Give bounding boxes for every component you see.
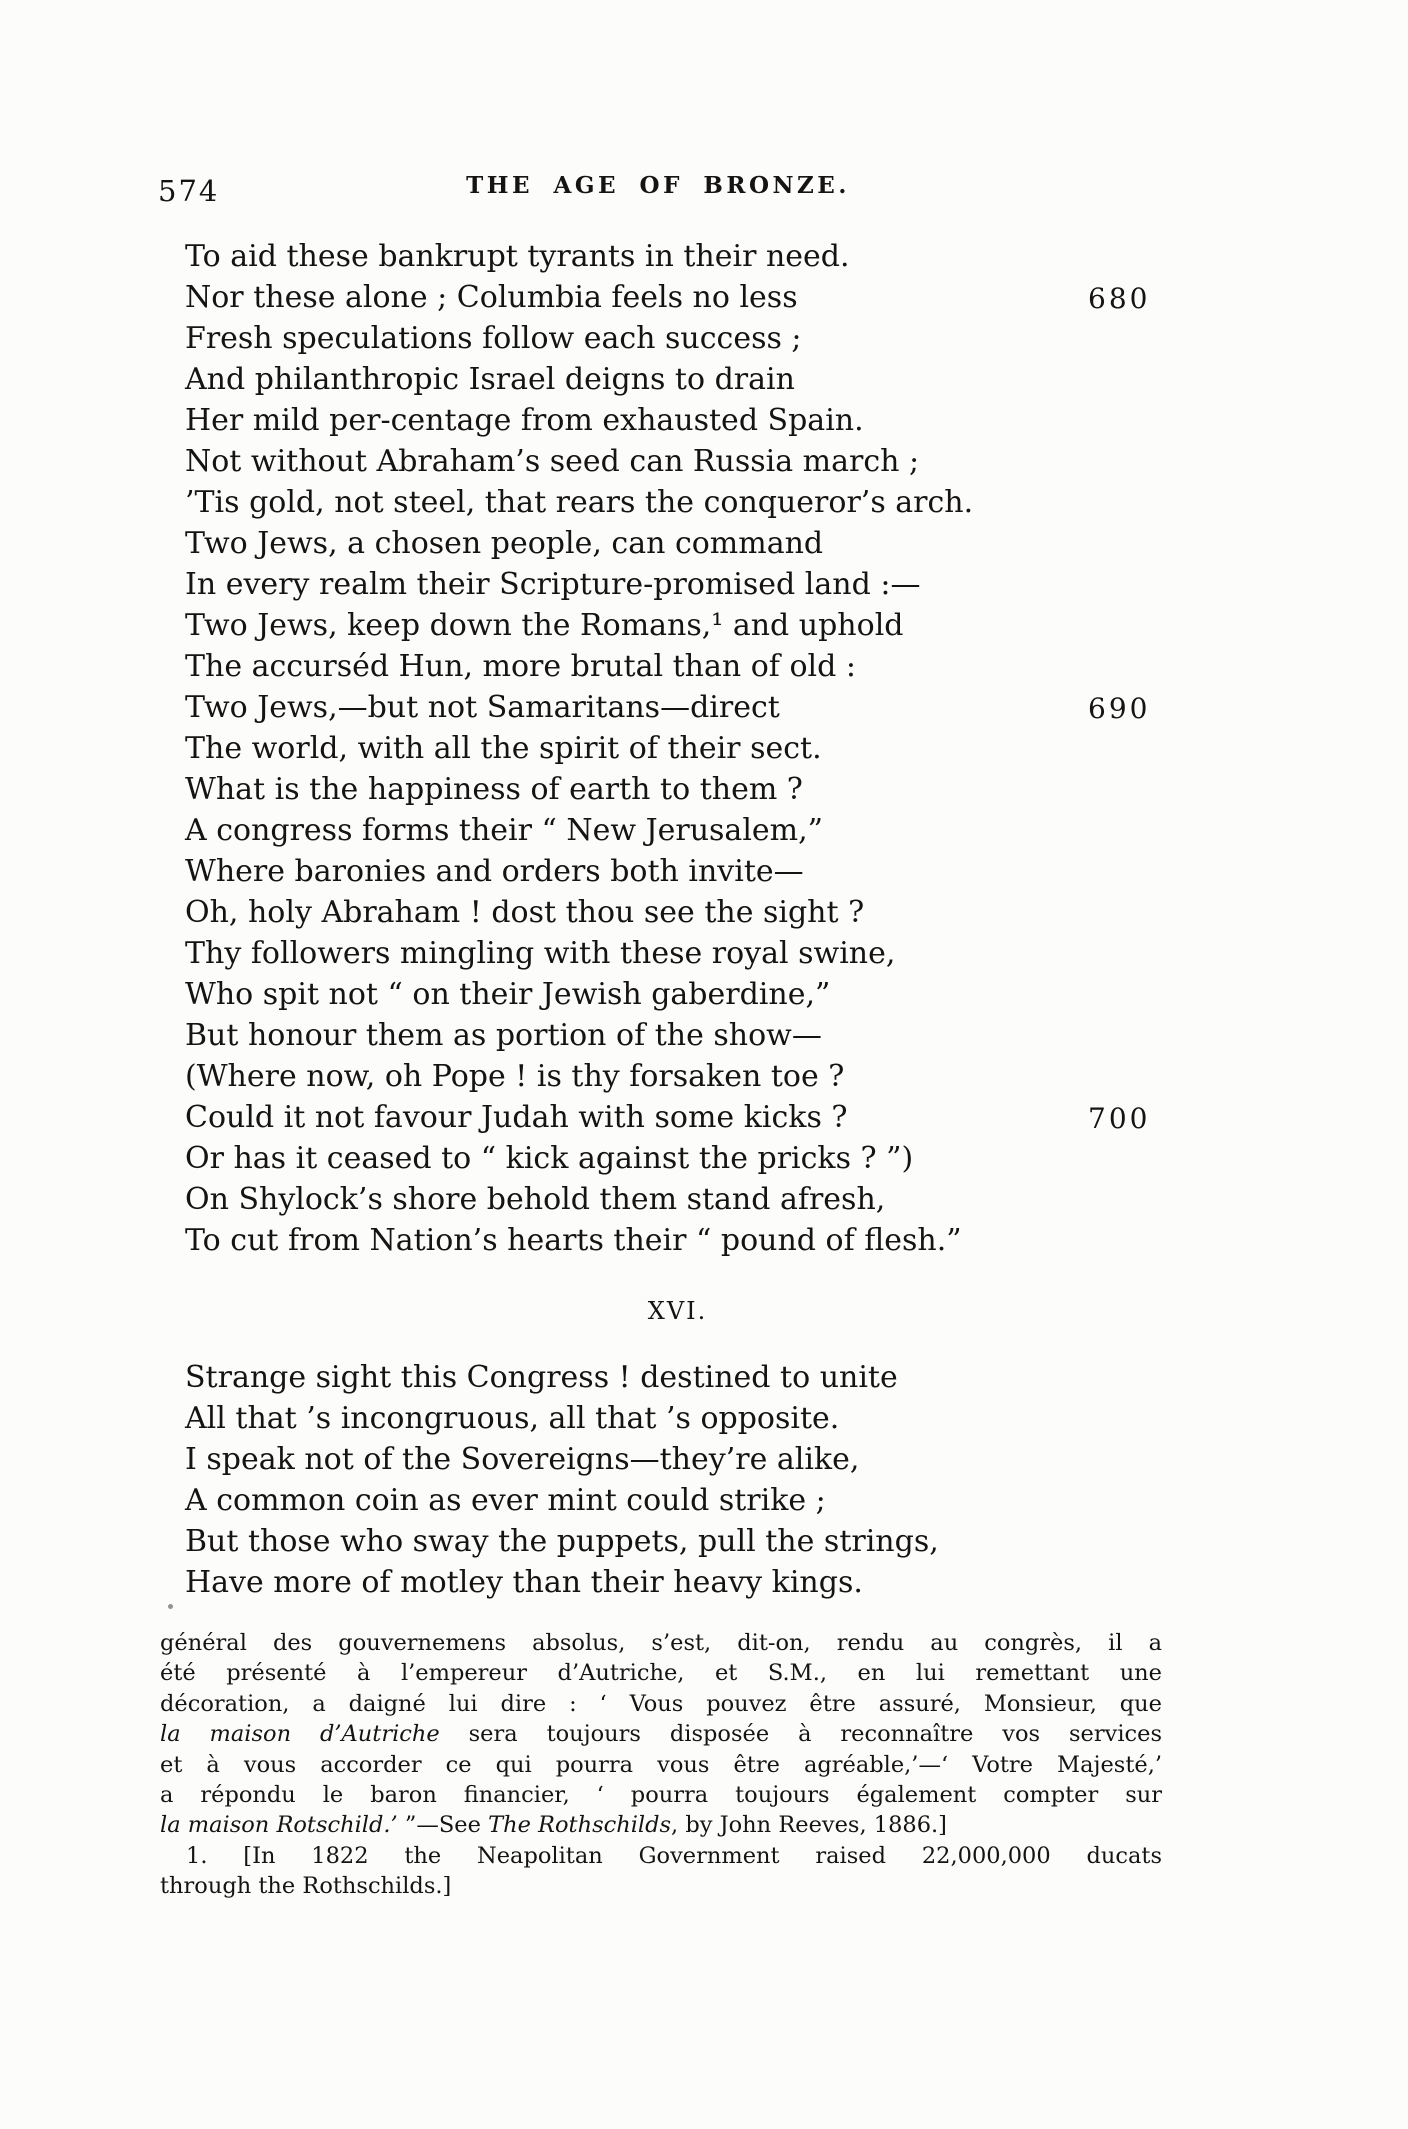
- footnote-text: 1. [In 1822 the Neapolitan Government raised 22,000,000 ducats: [186, 1842, 1162, 1869]
- stanza-xv-continued: [185, 236, 1170, 1261]
- footnote-line: [160, 1810, 1162, 1840]
- poem-line: [185, 1179, 1170, 1220]
- poem-line-text: ’Tis gold, not steel, that rears the conqueror’s arch.: [185, 485, 974, 520]
- poem-line-text: Thy followers mingling with these royal swine,: [185, 936, 896, 971]
- poem-line-text: Two Jews, keep down the Romans,¹ and uphold: [185, 608, 904, 643]
- footnote-line: [160, 1658, 1162, 1688]
- footnote-line: [160, 1689, 1162, 1719]
- poem-line-text: Two Jews,—but not Samaritans—direct: [185, 690, 780, 725]
- poem-line: [185, 892, 1170, 933]
- poem-line-text: Have more of motley than their heavy kings.: [185, 1565, 863, 1600]
- footnote-line: [160, 1780, 1162, 1810]
- poem-line: [185, 1015, 1170, 1056]
- verse-line-number: 690: [1088, 692, 1151, 725]
- footnote-italic-text: la maison d’Autriche: [160, 1721, 440, 1748]
- stanza-xvi: [185, 1357, 1170, 1603]
- poem-line-text: The world, with all the spirit of their sect.: [185, 731, 822, 766]
- poem-line: [185, 1138, 1170, 1179]
- poem-line-text: I speak not of the Sovereigns—they’re alike,: [185, 1442, 860, 1477]
- footnote-continuation: [160, 1628, 1162, 1841]
- poem-line-text: A common coin as ever mint could strike ;: [185, 1483, 826, 1518]
- poem-line: [185, 400, 1170, 441]
- poem-line-text: And philanthropic Israel deigns to drain: [185, 362, 795, 397]
- poem-line: [185, 441, 1170, 482]
- footnote-text: sera toujours disposée à reconnaître vos services: [439, 1721, 1162, 1748]
- ink-speck: [168, 1604, 173, 1609]
- poem-line: [185, 769, 1170, 810]
- poem-line: [185, 933, 1170, 974]
- footnote-line: [160, 1871, 1162, 1901]
- poem-line-text: Or has it ceased to “ kick against the pricks ? ”): [185, 1141, 914, 1176]
- poem-line: [185, 359, 1170, 400]
- poem-line: [185, 851, 1170, 892]
- footnote-text: ”—See: [404, 1812, 489, 1839]
- poem-line: [185, 1439, 1170, 1480]
- poem-line-text: Strange sight this Congress ! destined to unite: [185, 1360, 898, 1395]
- poem-line: [185, 236, 1170, 277]
- poem-line-text: Who spit not “ on their Jewish gaberdine,”: [185, 977, 831, 1012]
- poem-line: [185, 523, 1170, 564]
- poem-line-text: A congress forms their “ New Jerusalem,”: [185, 813, 823, 848]
- footnote-1: [160, 1841, 1162, 1902]
- footnote-line: [160, 1719, 1162, 1749]
- verse-line-number: 700: [1088, 1102, 1151, 1135]
- poem-line: [185, 1097, 1170, 1138]
- footnote-text: général des gouvernemens absolus, s’est, dit-on, rendu au congrès, il a: [160, 1630, 1162, 1656]
- footnote-line: [160, 1628, 1162, 1658]
- poem-line-text: The accurséd Hun, more brutal than of old :: [185, 649, 856, 684]
- poem-line-text: Where baronies and orders both invite—: [185, 854, 804, 889]
- poem-line: [185, 277, 1170, 318]
- poem-line: [185, 1056, 1170, 1097]
- footnote-text: through the Rothschilds.]: [160, 1873, 452, 1900]
- poem-line-text: Fresh speculations follow each success ;: [185, 321, 802, 356]
- poem-line: [185, 810, 1170, 851]
- poem-line-text: In every realm their Scripture-promised land :—: [185, 567, 921, 602]
- footnote-block: [160, 1628, 1162, 1902]
- poem-line: [185, 1521, 1170, 1562]
- poem-line-text: To cut from Nation’s hearts their “ pound of flesh.”: [185, 1223, 962, 1258]
- footnote-italic-text: The Rothschilds: [488, 1812, 672, 1839]
- poem-line-text: On Shylock’s shore behold them stand afresh,: [185, 1182, 886, 1217]
- poem-line-text: Could it not favour Judah with some kicks ?: [185, 1100, 848, 1135]
- poem-line-text: Nor these alone ; Columbia feels no less: [185, 280, 798, 315]
- running-title: THE AGE OF BRONZE.: [466, 172, 850, 199]
- poem-line-text: Oh, holy Abraham ! dost thou see the sight ?: [185, 895, 865, 930]
- footnote-line: [160, 1750, 1162, 1780]
- poem-line: [185, 482, 1170, 523]
- poem-line: [185, 318, 1170, 359]
- poem-line: [185, 1357, 1170, 1398]
- footnote-line: [160, 1841, 1162, 1871]
- poem-line-text: All that ’s incongruous, all that ’s opposite.: [185, 1401, 840, 1436]
- footnote-text: décoration, a daigné lui dire : ‘ Vous pouvez être assuré, Monsieur, que: [160, 1690, 1162, 1717]
- poem-line: [185, 646, 1170, 687]
- poem-line-text: Two Jews, a chosen people, can command: [185, 526, 824, 561]
- section-heading: XVI.: [647, 1297, 708, 1325]
- poem-line: [185, 564, 1170, 605]
- footnote-italic-text: la maison Rotschild.’: [160, 1812, 405, 1839]
- poem-line-text: What is the happiness of earth to them ?: [185, 772, 803, 807]
- footnote-text: a répondu le baron financier, ‘ pourra toujours également compter sur: [160, 1781, 1162, 1808]
- footnote-text: et à vous accorder ce qui pourra vous être agréable,’—‘ Votre Majesté,’: [160, 1751, 1162, 1778]
- poem-line: [185, 605, 1170, 646]
- poem-line-text: Her mild per-centage from exhausted Spain.: [185, 403, 864, 438]
- poem-line: [185, 1398, 1170, 1439]
- page-header: [158, 172, 1158, 208]
- poem-line-text: (Where now, oh Pope ! is thy forsaken toe ?: [185, 1059, 845, 1094]
- verse-line-number: 680: [1088, 282, 1151, 315]
- poem-line-text: To aid these bankrupt tyrants in their need.: [185, 239, 850, 274]
- footnote-text: , by John Reeves, 1886.]: [671, 1812, 947, 1839]
- poem-line-text: But honour them as portion of the show—: [185, 1018, 822, 1053]
- poem-line: [185, 974, 1170, 1015]
- poem-line: [185, 687, 1170, 728]
- poem-line-text: Not without Abraham’s seed can Russia march ;: [185, 444, 920, 479]
- poem-line: [185, 728, 1170, 769]
- poem-line-text: But those who sway the puppets, pull the strings,: [185, 1524, 939, 1559]
- page-number: 574: [158, 174, 220, 208]
- poem-line: [185, 1562, 1170, 1603]
- poem-line: [185, 1220, 1170, 1261]
- footnote-text: été présenté à l’empereur d’Autriche, et S.M., en lui remettant une: [160, 1660, 1162, 1687]
- poem-line: [185, 1480, 1170, 1521]
